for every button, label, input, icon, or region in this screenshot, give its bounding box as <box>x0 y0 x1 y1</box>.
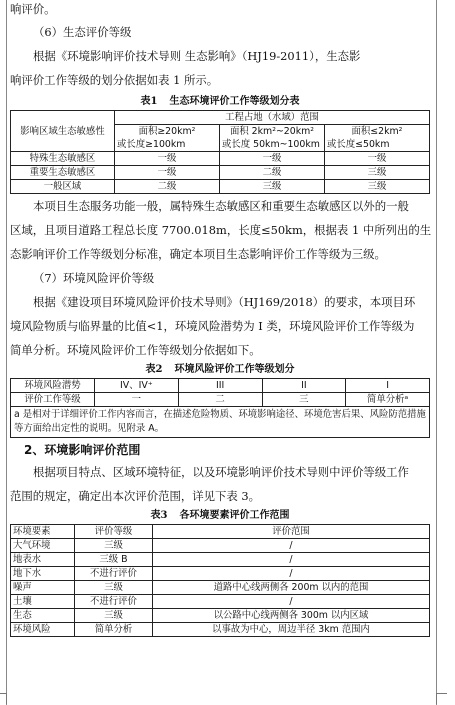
table-row <box>11 180 430 194</box>
paragraph-line: 态影响评价工作等级划分标准，确定本项目生态影响评价工作等级为三级。 <box>10 247 386 261</box>
table-cell: 三级 <box>220 180 325 194</box>
table-cell: 三级 B <box>75 553 153 567</box>
table-cell: 一级 <box>115 166 220 180</box>
table2-title: 环境风险评价工作等级划分 <box>174 364 295 375</box>
table-cell: 二级 <box>115 180 220 194</box>
table-cell: 土壤 <box>11 595 75 609</box>
table-row <box>11 567 430 581</box>
table-cell: / <box>153 567 430 581</box>
table-row <box>11 152 430 166</box>
paragraph-line: 简单分析。环境风险评价工作等级划分依据如下。 <box>10 343 261 357</box>
table-row <box>11 609 430 623</box>
right-margin-line <box>436 0 437 705</box>
table1-row-name: 特殊生态敏感区 <box>11 152 115 166</box>
table1-title: 生态环境评价工作等级划分表 <box>169 96 300 107</box>
table-cell: 地下水 <box>11 567 75 581</box>
document-body <box>10 0 430 637</box>
table-header-cell: 评价范围 <box>153 525 430 539</box>
table1-col-header: 面积 2km²~20km² 或长度 50km~100km <box>220 125 325 152</box>
table-row <box>11 379 430 393</box>
left-margin-line <box>6 0 7 705</box>
table-cell: II <box>262 379 346 393</box>
table-cell: 道路中心线两侧各 200m 以内的范围 <box>153 581 430 595</box>
section-heading-risk: （7）环境风险评价等级 <box>33 271 155 285</box>
table-cell: 三级 <box>75 539 153 553</box>
table-header-row <box>11 525 430 539</box>
table-row <box>11 553 430 567</box>
table-cell: 简单分析 <box>75 623 153 637</box>
paragraph-line: 响评价。 <box>10 2 56 16</box>
table-cell: 一级 <box>220 152 325 166</box>
table-cell: 以公路中心线两侧各 300m 以内区域 <box>153 609 430 623</box>
paragraph-line: 根据《环境影响评价技术导则 生态影响》（HJ19-2011），生态影 <box>33 49 361 63</box>
table1-col-header: 面积≥20km² 或长度≥100km <box>115 125 220 152</box>
table-cell: I <box>346 379 430 393</box>
table-cell: 生态 <box>11 609 75 623</box>
table-row <box>11 581 430 595</box>
table3-scope <box>10 524 430 637</box>
paragraph-line: 响评价工作等级的划分依据如表 1 所示。 <box>10 73 219 87</box>
table-row <box>11 539 430 553</box>
paragraph-line: 根据项目特点、区域环境特征，以及环境影响评价技术导则中评价等级工作 <box>33 465 409 479</box>
table-row <box>11 623 430 637</box>
table-row <box>11 166 430 180</box>
table-cell: IV、IV⁺ <box>95 379 179 393</box>
table-cell: 不进行评价 <box>75 567 153 581</box>
table-cell: 噪声 <box>11 581 75 595</box>
table-cell: 一级 <box>325 152 430 166</box>
table-cell: 一 <box>95 393 179 407</box>
table-cell: 评价工作等级 <box>11 393 95 407</box>
table-header-cell: 环境要素 <box>11 525 75 539</box>
table-cell: 大气环境 <box>11 539 75 553</box>
table1-caption <box>10 94 430 110</box>
table-row <box>11 595 430 609</box>
paragraph-line: 境风险物质与临界量的比值<1，环境风险潜势为 I 类，环境风险评价工作等级为 <box>10 319 415 333</box>
table-cell: 三级 <box>75 581 153 595</box>
table-cell: 地表水 <box>11 553 75 567</box>
table2-note: a 是相对于详细评价工作内容而言，在描述危险物质、环境影响途径、环境危害后果、风险防范措施等方面给出定性的说明。见附录 A。 <box>11 407 430 438</box>
table2-risk-grading <box>10 378 430 438</box>
table-cell: 三级 <box>325 166 430 180</box>
crop-mark <box>436 693 447 704</box>
crop-mark <box>0 693 7 704</box>
table-cell: 三 <box>262 393 346 407</box>
table-cell: 以事故为中心，周边半径 3km 范围内 <box>153 623 430 637</box>
table-cell: 不进行评价 <box>75 595 153 609</box>
table3-caption <box>10 508 430 524</box>
table3-title: 各环境要素评价工作范围 <box>179 510 290 521</box>
table1-ecology-grading <box>10 110 430 194</box>
table2-caption <box>10 362 430 378</box>
table1-row-name: 一般区域 <box>11 180 115 194</box>
table-cell: / <box>153 539 430 553</box>
paragraph-line: 根据《建设项目环境风险评价技术导则》（HJ169/2018）的要求，本项目环 <box>33 295 416 309</box>
table-cell: 环境风险 <box>11 623 75 637</box>
table-cell: 环境风险潜势 <box>11 379 95 393</box>
paragraph-line: 范围的规定，确定出本次评价范围，详见下表 3。 <box>10 489 261 503</box>
table-cell: 二 <box>178 393 262 407</box>
table1-group-header: 工程占地（水域）范围 <box>115 111 430 125</box>
table-row <box>11 393 430 407</box>
table-cell: 二级 <box>220 166 325 180</box>
table-cell: 三级 <box>75 609 153 623</box>
table-cell: III <box>178 379 262 393</box>
table-cell: / <box>153 553 430 567</box>
table-cell: 一级 <box>115 152 220 166</box>
section-heading-ecology: （6）生态评价等级 <box>33 25 132 39</box>
table-cell: 三级 <box>325 180 430 194</box>
table1-row-name: 重要生态敏感区 <box>11 166 115 180</box>
section-heading-scope: 2、环境影响评价范围 <box>24 443 141 457</box>
table-cell: / <box>153 595 430 609</box>
paragraph-line: 本项目生态服务功能一般，属特殊生态敏感区和重要生态敏感区以外的一般 <box>33 199 409 213</box>
table1-col-header: 面积≤2km² 或长度≤50km <box>325 125 430 152</box>
table2-number: 表2 <box>145 364 163 375</box>
table1-number: 表1 <box>140 96 158 107</box>
table-header-cell: 评价等级 <box>75 525 153 539</box>
paragraph-line: 区域，且项目道路工程总长度 7700.018m，长度≤50km，根据表 1 中所列出的生 <box>10 223 432 237</box>
table-cell: 简单分析ᵃ <box>346 393 430 407</box>
table3-number: 表3 <box>150 510 168 521</box>
table1-row-header: 影响区域生态敏感性 <box>11 111 115 152</box>
